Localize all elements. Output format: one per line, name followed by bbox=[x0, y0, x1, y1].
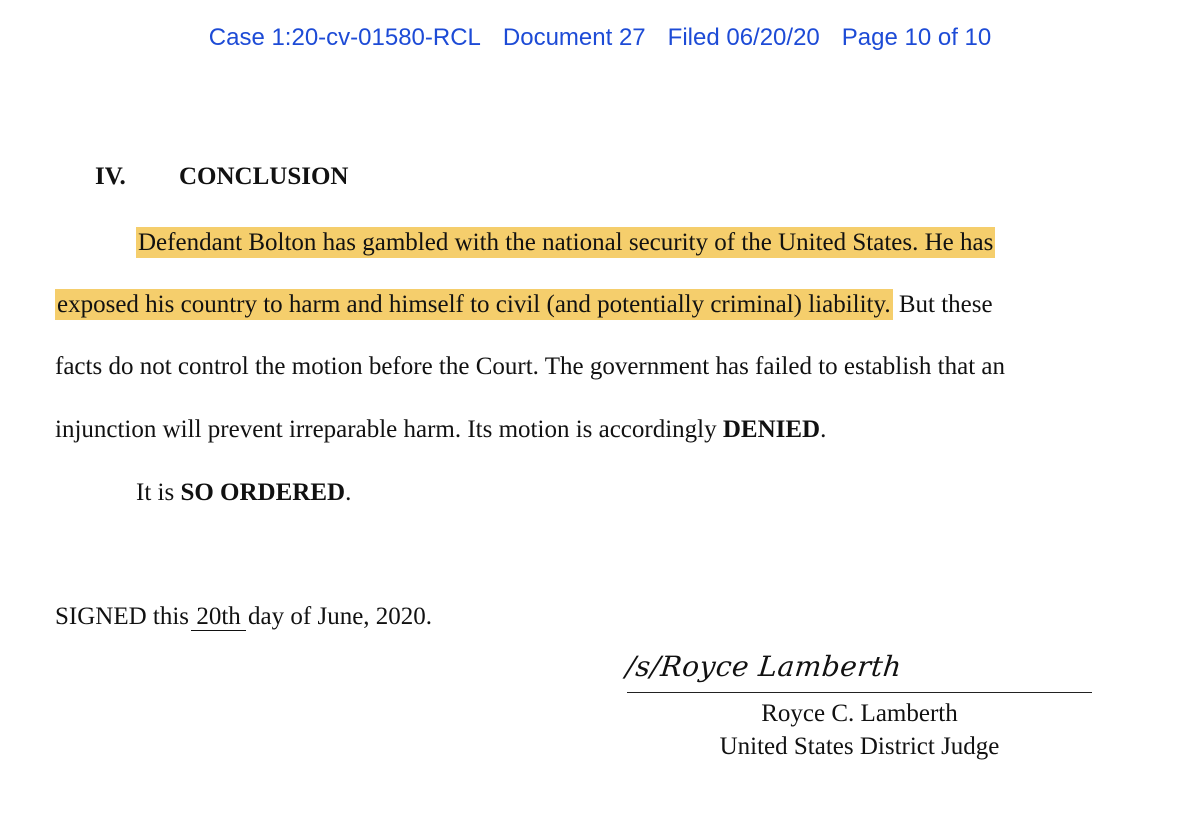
highlighted-text: Defendant Bolton has gambled with the national security of the United States. He has bbox=[138, 229, 994, 256]
paragraph-line bbox=[55, 413, 826, 447]
signed-prefix: SIGNED this bbox=[55, 603, 190, 630]
paragraph-text: But these bbox=[892, 291, 993, 318]
paragraph-line bbox=[55, 350, 1005, 384]
signed-line bbox=[55, 600, 432, 634]
signer-title: United States District Judge bbox=[719, 733, 1000, 760]
paragraph-text: injunction will prevent irreparable harm. Its motion is accordingly bbox=[55, 416, 723, 443]
case-number: Case 1:20-cv-01580-RCL bbox=[208, 24, 481, 51]
signature-line bbox=[627, 692, 1092, 693]
section-heading bbox=[95, 163, 348, 191]
paragraph-line bbox=[55, 288, 993, 322]
paragraph-text: . bbox=[820, 416, 827, 443]
order-text: . bbox=[345, 479, 352, 506]
electronic-signature: /s/Royce Lamberth bbox=[624, 650, 904, 683]
order-text: It is bbox=[136, 479, 181, 506]
so-ordered-text: SO ORDERED bbox=[180, 479, 346, 506]
filed-date: Filed 06/20/20 bbox=[667, 24, 820, 51]
section-title: CONCLUSION bbox=[179, 163, 349, 190]
paragraph-line bbox=[136, 226, 995, 260]
document-number: Document 27 bbox=[502, 24, 646, 51]
case-header bbox=[0, 24, 1200, 52]
section-number: IV. bbox=[95, 163, 126, 190]
signed-suffix: day of June, 2020. bbox=[248, 603, 433, 630]
page-number: Page 10 of 10 bbox=[841, 24, 992, 51]
paragraph-text: facts do not control the motion before the Court. The government has failed to establish that an bbox=[55, 353, 1005, 380]
signer-name: Royce C. Lamberth bbox=[761, 700, 958, 727]
highlighted-text: exposed his country to harm and himself to civil (and potentially criminal) liability. bbox=[57, 291, 891, 318]
signed-day: 20th bbox=[191, 604, 246, 631]
denied-text: DENIED bbox=[722, 416, 821, 443]
order-line bbox=[136, 476, 351, 510]
